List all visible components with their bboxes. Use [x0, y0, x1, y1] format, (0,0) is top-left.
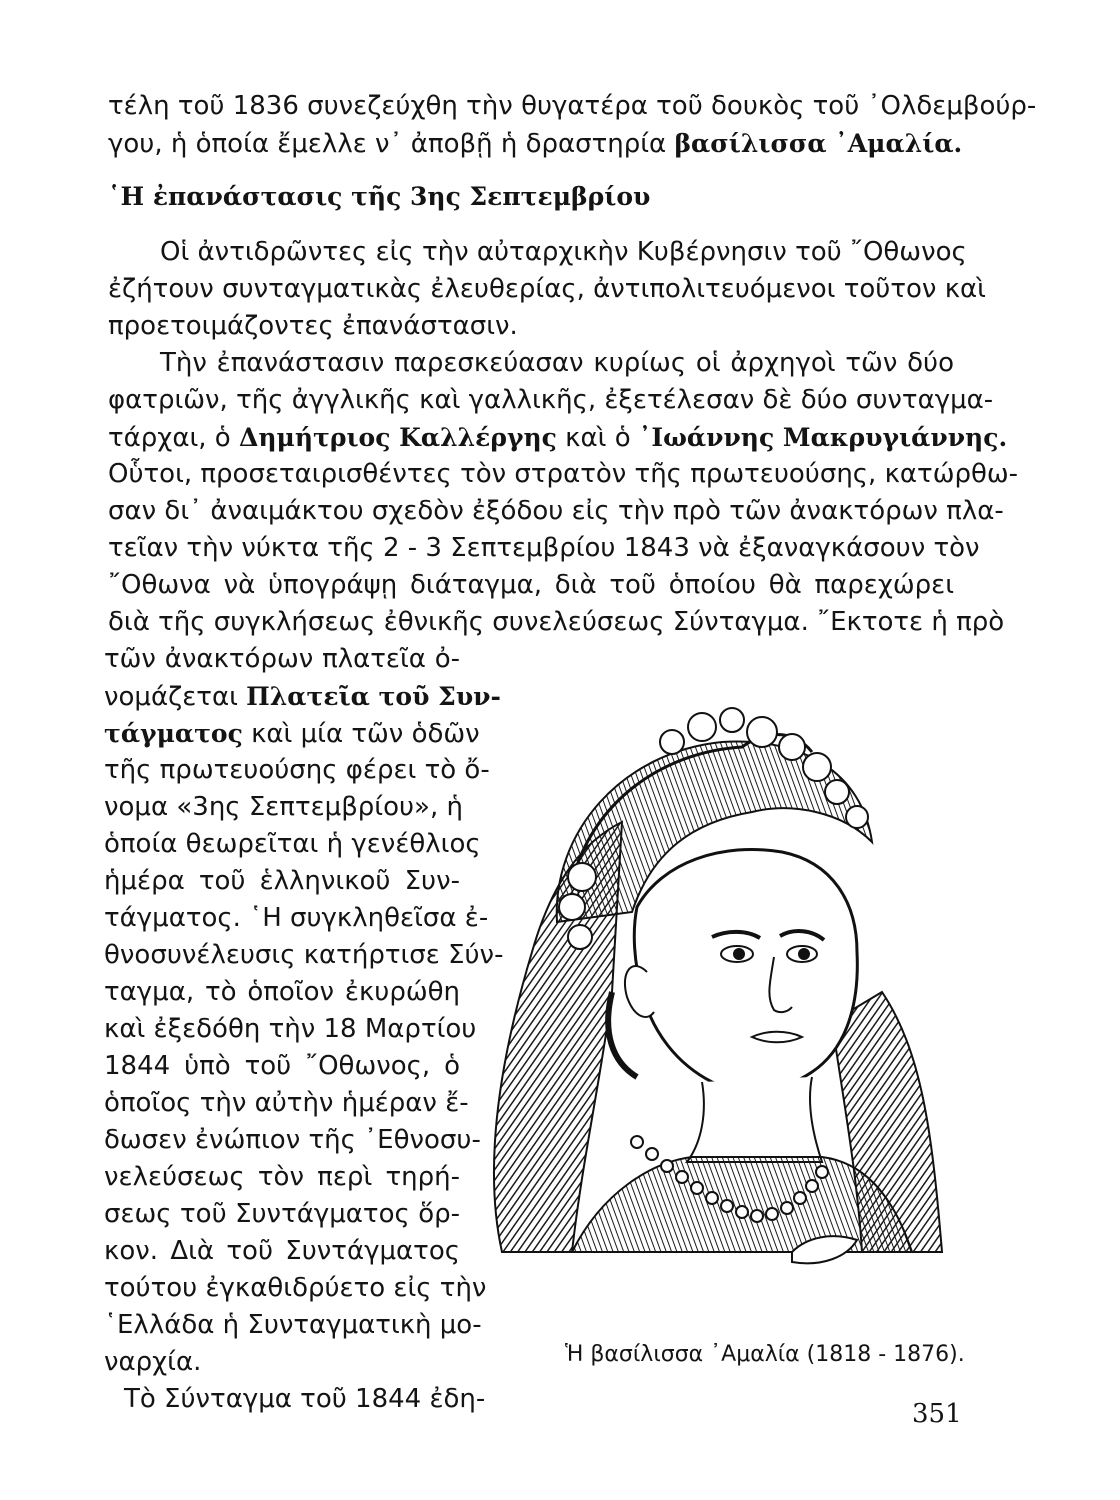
- text-line: τεῖαν τὴν νύκτα τῆς 2 - 3 Σεπτεμβρίου 1843 νὰ ἐξαναγκάσουν τὸν: [108, 533, 980, 563]
- text-line: ῾Ελλάδα ἡ Συνταγματικὴ μο-: [104, 1310, 482, 1340]
- text-line: διὰ τῆς συγκλήσεως ἐθνικῆς συνελεύσεως Σύνταγμα. ῎Εκτοτε ἡ πρὸ: [108, 607, 1005, 637]
- text-line: σεως τοῦ Συντάγματος ὅρ-: [104, 1199, 460, 1229]
- text-line: Οἱ ἀντιδρῶντες εἰς τὴν αὐταρχικὴν Κυβέρνησιν τοῦ ῎Οθωνος: [160, 237, 967, 267]
- text-span: καὶ μία τῶν ὁδῶν: [242, 719, 480, 749]
- text-line: Τὸ Σύνταγμα τοῦ 1844 ἐδη-: [124, 1384, 486, 1414]
- bold-syntagma-square: τάγματος: [104, 719, 243, 748]
- bold-name-makrygiannis: ᾿Ιωάννης Μακρυγιάννης.: [638, 423, 1008, 452]
- text-line: τέλη τοῦ 1836 συνεζεύχθη τὴν θυγατέρα τοῦ δουκὸς τοῦ ᾿Ολδεμβούρ-: [108, 91, 1037, 121]
- text-line: 1844 ὑπὸ τοῦ ῎Οθωνος, ὁ: [104, 1051, 460, 1081]
- text-span: γου, ἡ ὁποία ἔμελλε ν᾿ ἀποβῇ ἡ δραστηρία: [108, 129, 675, 159]
- bold-syntagma-square: Πλατεῖα τοῦ Συν-: [246, 682, 501, 711]
- page-number: 351: [912, 1399, 962, 1429]
- text-line: προετοιμάζοντες ἐπανάστασιν.: [108, 311, 518, 341]
- text-line: [104, 715, 480, 753]
- text-line: καὶ ἐξεδόθη τὴν 18 Μαρτίου: [104, 1014, 477, 1044]
- text-span: τάρχαι, ὁ: [108, 423, 239, 453]
- text-line: κον. Διὰ τοῦ Συντάγματος: [104, 1236, 460, 1266]
- text-line: ἡμέρα τοῦ ἑλληνικοῦ Συν-: [104, 866, 460, 896]
- bold-name-kallergis: Δημήτριος Καλλέργης: [238, 423, 557, 452]
- text-line: νελεύσεως τὸν περὶ τηρή-: [104, 1162, 460, 1192]
- text-line: ὁποῖος τὴν αὐτὴν ἡμέραν ἔ-: [104, 1088, 469, 1118]
- text-line: ναρχία.: [104, 1347, 202, 1377]
- portrait-engraving: [462, 692, 970, 1332]
- bold-name-amalia: βασίλισσα ᾿Αμαλία.: [674, 129, 963, 158]
- text-line: τάγματος. ῾Η συγκληθεῖσα ἐ-: [104, 903, 489, 933]
- text-line: φατριῶν, τῆς ἀγγλικῆς καὶ γαλλικῆς, ἐξετέλεσαν δὲ δύο συνταγμα-: [108, 385, 994, 415]
- text-line: σαν δι᾿ ἀναιμάκτου σχεδὸν ἐξόδου εἰς τὴν πρὸ τῶν ἀνακτόρων πλα-: [108, 496, 1004, 526]
- text-line: ῎Οθωνα νὰ ὑπογράψῃ διάταγμα, διὰ τοῦ ὁποίου θὰ παρεχώρει: [108, 570, 954, 600]
- text-line: θνοσυνέλευσις κατήρτισε Σύν-: [104, 940, 504, 970]
- text-line: [104, 678, 501, 716]
- text-line: ἐζήτουν συνταγματικὰς ἐλευθερίας, ἀντιπολιτευόμενοι τοῦτον καὶ: [108, 274, 986, 304]
- text-line: ὁποία θεωρεῖται ἡ γενέθλιος: [104, 829, 481, 859]
- text-line: Οὗτοι, προσεταιρισθέντες τὸν στρατὸν τῆς πρωτευούσης, κατώρθω-: [108, 459, 1019, 489]
- text-span: καὶ ὁ: [556, 423, 639, 453]
- text-line: τούτου ἐγκαθιδρύετο εἰς τὴν: [104, 1273, 487, 1303]
- text-line: [108, 125, 963, 163]
- portrait-caption: Ἡ βασίλισσα ᾿Αμαλία (1818 - 1876).: [565, 1342, 965, 1367]
- text-line: νομα «3ης Σεπτεμβρίου», ἡ: [104, 792, 463, 822]
- text-span: νομάζεται: [104, 682, 247, 712]
- text-line: ταγμα, τὸ ὁποῖον ἐκυρώθη: [104, 977, 460, 1007]
- text-line: τῆς πρωτευούσης φέρει τὸ ὄ-: [104, 755, 490, 785]
- text-line: [108, 419, 1008, 457]
- text-line: Τὴν ἐπανάστασιν παρεσκεύασαν κυρίως οἱ ἀρχηγοὶ τῶν δύο: [160, 348, 954, 378]
- text-line: τῶν ἀνακτόρων πλατεῖα ὀ-: [104, 644, 460, 674]
- section-heading: ῾Η ἐπανάστασις τῆς 3ης Σεπτεμβρίου: [108, 182, 651, 211]
- text-line: δωσεν ἐνώπιον τῆς ᾿Εθνοσυ-: [104, 1125, 481, 1155]
